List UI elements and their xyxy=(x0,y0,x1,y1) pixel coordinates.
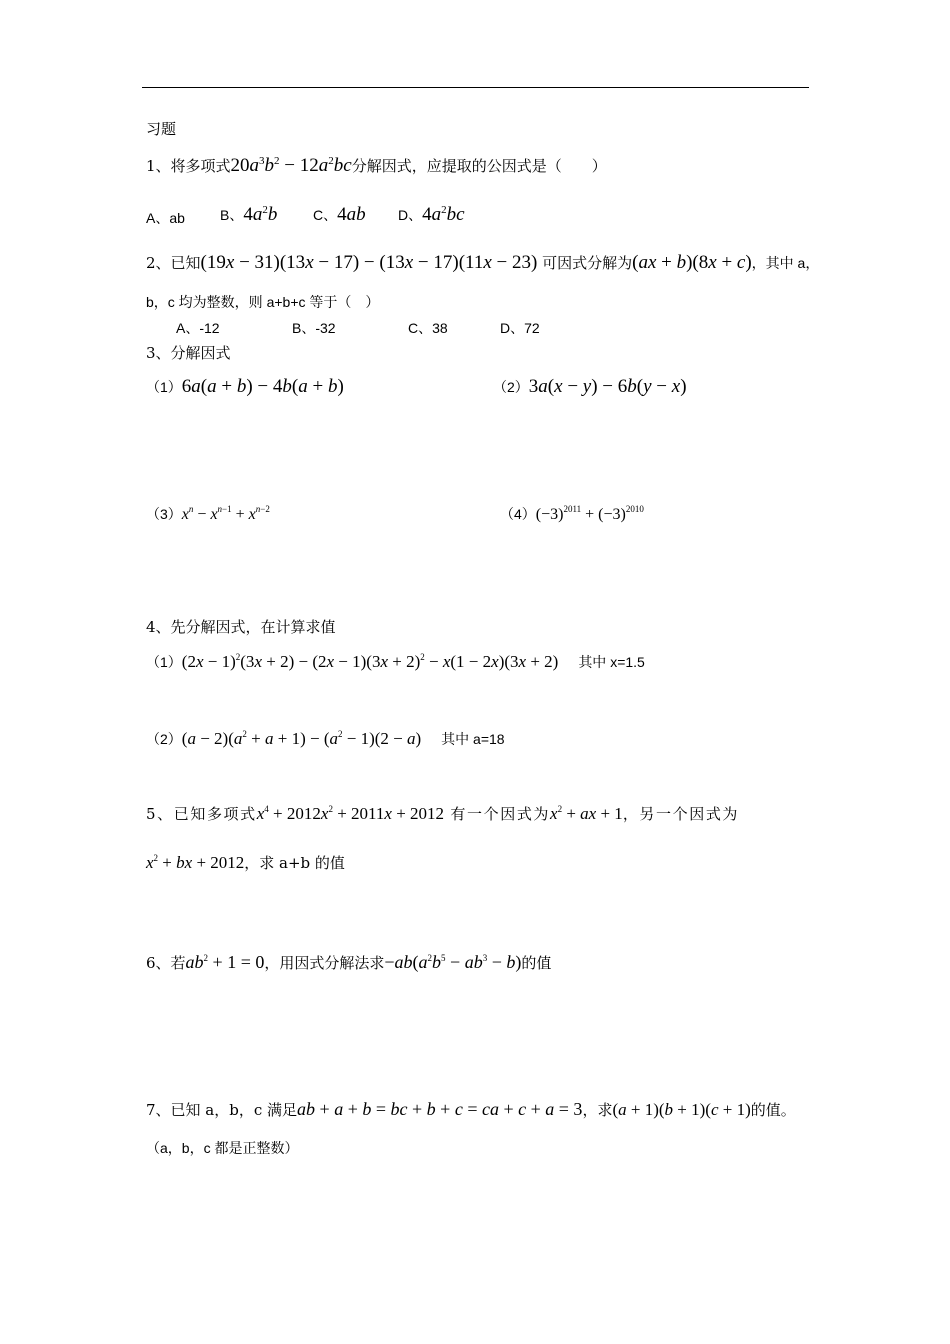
q2-option-b: B、-32 xyxy=(292,320,336,336)
page-title: 习题 xyxy=(146,120,177,138)
q1-option-c: C、4ab xyxy=(313,204,366,225)
header-rule xyxy=(142,87,809,88)
question-2 xyxy=(146,252,819,274)
q1-expression: $20a^3b^2 - 12a^2bc$ xyxy=(230,155,352,176)
q2-option-a: A、-12 xyxy=(176,320,220,336)
q3-part-1: （1）6a(a + b) − 4b(a + b) xyxy=(146,376,344,397)
q7-line2: （a，b，c 都是正整数） xyxy=(146,1140,299,1156)
q2-option-d: D、72 xyxy=(500,320,540,336)
q3-part-4: $(4)(-3)^{2011} + (-3)^{2010}$ xyxy=(500,504,644,523)
q1-suffix: 分解因式，应提取的公因式是（ ） xyxy=(351,157,607,175)
q1-option-d: D、$4a^2bc$ xyxy=(398,204,465,225)
q4-part-2: $(2)(a - 2)(a^2 + a + 1) - (a^2 - 1)(2 - a)$ 其中 a=18 xyxy=(146,729,505,748)
q2-prefix: 2、已知 xyxy=(146,254,201,272)
question-6: 6、若$ab^2 + 1 = 0$，用因式分解法求$-ab(a^2b^5 - ab^3 - b)$的值 xyxy=(146,952,552,972)
q1-option-b: B、$4a^2b$ xyxy=(220,204,278,225)
q4-part-1-condition: 其中 x=1.5 xyxy=(578,654,645,670)
q5-line2: $x^2$ + bx + 2012，求 a+b 的值 xyxy=(146,853,345,872)
q2-middle: 可因式分解为 xyxy=(542,254,633,272)
q2-suffix: ，其中 a， xyxy=(751,255,820,271)
q3-part-2: （2）3a(x − y) − 6b(y − x) xyxy=(493,376,687,397)
q2-factored: (ax + b)(8x + c) xyxy=(632,252,752,273)
question-7: 7、已知 a，b，c 满足ab + a + b = bc + b + c = ca + c + a = 3，求(a + 1)(b + 1)(c + 1)的值。 xyxy=(146,1099,796,1119)
q3-part-3: $(3)x^n - x^{n-1} + x^{n-2}$ xyxy=(146,504,270,523)
q2-expression: (19x − 31)(13x − 17) − (13x − 17)(11x − 23) xyxy=(200,252,538,273)
q1-prefix: 1、将多项式 xyxy=(146,157,231,175)
q4-title: 4、先分解因式，在计算求值 xyxy=(146,618,336,636)
q2-line2: b，c 均为整数，则 a+b+c 等于（ ） xyxy=(146,294,380,310)
q3-title: 3、分解因式 xyxy=(146,344,231,362)
q2-option-c: C、38 xyxy=(408,320,448,336)
q1-option-a: A、ab xyxy=(146,210,185,226)
question-1 xyxy=(146,155,607,177)
q4-part-1: $(1)(2x - 1)^2(3x + 2) - (2x - 1)(3x + 2)^2 - x(1 - 2x)(3x + 2)$ 其中 x=1.5 xyxy=(146,652,645,671)
q4-part-2-condition: 其中 a=18 xyxy=(441,731,505,747)
question-5: 5、已知多项式$x^4 + 2012x^2 + 2011x + 2012$ 有一个因式为$x^2$ + ax + 1，另一个因式为 xyxy=(146,804,740,823)
